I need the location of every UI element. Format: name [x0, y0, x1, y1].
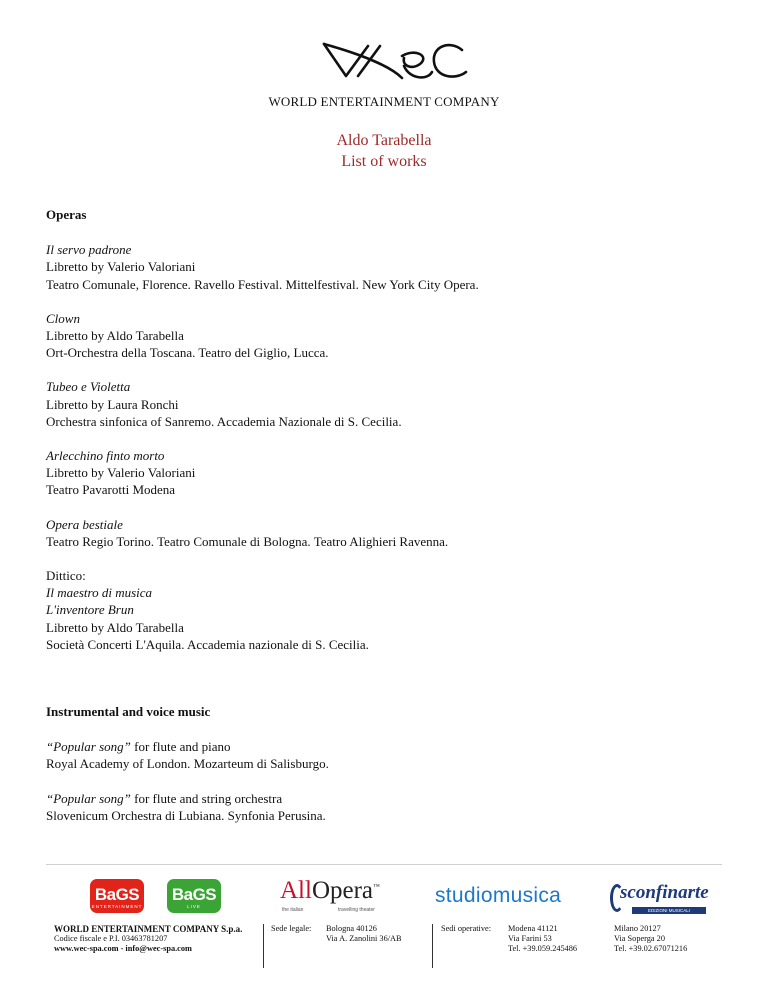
work-title: Arlecchino finto morto	[46, 448, 165, 464]
footer-milan-phone: Tel. +39.02.67071216	[614, 944, 688, 953]
work-detail: Libretto by Valerio Valoriani	[46, 259, 196, 275]
work-instrumentation: for flute and piano	[130, 739, 231, 755]
footer-divider-vertical	[432, 924, 433, 968]
bags-entertainment-logo	[90, 879, 144, 913]
composer-name: Aldo Tarabella	[336, 132, 432, 149]
works-list	[46, 206, 726, 841]
document-title	[0, 130, 768, 172]
footer-legal-label: Sede legale:	[271, 924, 312, 933]
footer-company	[54, 924, 242, 954]
work-title: Il servo padrone	[46, 242, 132, 258]
partner-logos	[0, 875, 768, 920]
section-heading-operas: Operas	[46, 207, 87, 222]
work-detail: Libretto by Aldo Tarabella	[46, 328, 184, 344]
bags-logo-word: BaGS	[94, 885, 140, 904]
work-detail: Libretto by Valerio Valoriani	[46, 465, 196, 481]
work-detail: Teatro Regio Torino. Teatro Comunale di Bologna. Teatro Alighieri Ravenna.	[46, 533, 449, 549]
bags-logo-sub: ENTERTAINMENT	[91, 904, 143, 909]
work-title: L'inventore Brun	[46, 602, 134, 618]
allopera-logo	[280, 877, 390, 917]
work-detail: Società Concerti L'Aquila. Accademia nazionale di S. Cecilia.	[46, 636, 369, 652]
bags-live-logo	[167, 879, 221, 913]
footer-divider-vertical	[263, 924, 264, 968]
work-title-line	[46, 790, 726, 807]
footer-legal-address	[326, 924, 402, 944]
company-name: WORLD ENTERTAINMENT COMPANY	[268, 94, 500, 109]
work-entry	[46, 447, 726, 499]
section-heading-instrumental: Instrumental and voice music	[46, 704, 211, 720]
footer-milan-street: Via Soperga 20	[614, 934, 665, 943]
sconfinarte-logo	[610, 880, 709, 916]
allopera-sub: travelling theater	[338, 907, 375, 913]
work-detail: Teatro Pavarotti Modena	[46, 482, 176, 498]
footer-web: www.wec-spa.com - info@wec-spa.com	[54, 944, 192, 953]
footer-divider	[46, 864, 722, 865]
footer-ops-label: Sedi operative:	[441, 924, 491, 933]
sconfinarte-wordmark: sconfinarte	[620, 882, 709, 903]
work-detail: Ort-Orchestra della Toscana. Teatro del Giglio, Lucca.	[46, 345, 329, 361]
dittico-label: Dittico:	[46, 568, 86, 584]
bags-logo-sub: LIVE	[187, 904, 201, 909]
footer-legal-street: Via A. Zanolini 36/AB	[326, 934, 402, 943]
work-detail: Slovenicum Orchestra di Lubiana. Synfonia Perusina.	[46, 807, 326, 823]
document-subtitle: List of works	[341, 153, 427, 170]
work-instrumentation: for flute and string orchestra	[130, 790, 283, 806]
work-title-line	[46, 738, 726, 755]
work-title: Il maestro di musica	[46, 585, 153, 601]
work-entry	[46, 738, 726, 772]
footer-ops-modena	[508, 924, 577, 954]
allopera-sub: the italian	[282, 907, 304, 913]
work-title: “Popular song”	[46, 790, 131, 806]
work-entry	[46, 516, 726, 550]
work-detail: Libretto by Laura Ronchi	[46, 396, 179, 412]
footer-ops-city: Modena 41121	[508, 924, 558, 933]
footer-ops-phone: Tel. +39.059.245486	[508, 944, 578, 953]
work-title: Clown	[46, 310, 80, 326]
work-entry-dittico	[46, 567, 726, 653]
sconfinarte-band: EDIZIONI MUSICALI	[632, 907, 706, 914]
work-title: “Popular song”	[46, 739, 131, 755]
wec-logo	[320, 36, 470, 88]
work-entry	[46, 241, 726, 293]
work-detail: Orchestra sinfonica of Sanremo. Accademia Nazionale di S. Cecilia.	[46, 413, 402, 429]
work-entry	[46, 790, 726, 824]
footer	[0, 924, 768, 974]
footer-legal-city: Bologna 40126	[326, 924, 377, 933]
work-entry	[46, 378, 726, 430]
footer-milan-city: Milano 20127	[614, 924, 661, 933]
studiomusica-logo: studiomusica	[435, 884, 562, 907]
work-detail: Royal Academy of London. Mozarteum di Salisburgo.	[46, 756, 329, 772]
footer-ops-street: Via Farini 53	[508, 934, 552, 943]
allopera-wordmark: AllOpera™	[280, 877, 380, 904]
footer-ops-milano	[614, 924, 687, 954]
work-detail: Teatro Comunale, Florence. Ravello Festival. Mittelfestival. New York City Opera.	[46, 276, 479, 292]
work-title: Tubeo e Violetta	[46, 379, 131, 395]
work-entry	[46, 310, 726, 362]
bags-logo-word: BaGS	[171, 885, 217, 904]
work-title: Opera bestiale	[46, 516, 123, 532]
footer-company-name: WORLD ENTERTAINMENT COMPANY S.p.a.	[54, 924, 243, 934]
footer-tax-id: Codice fiscale e P.I. 03463781207	[54, 934, 168, 943]
work-detail: Libretto by Aldo Tarabella	[46, 619, 184, 635]
